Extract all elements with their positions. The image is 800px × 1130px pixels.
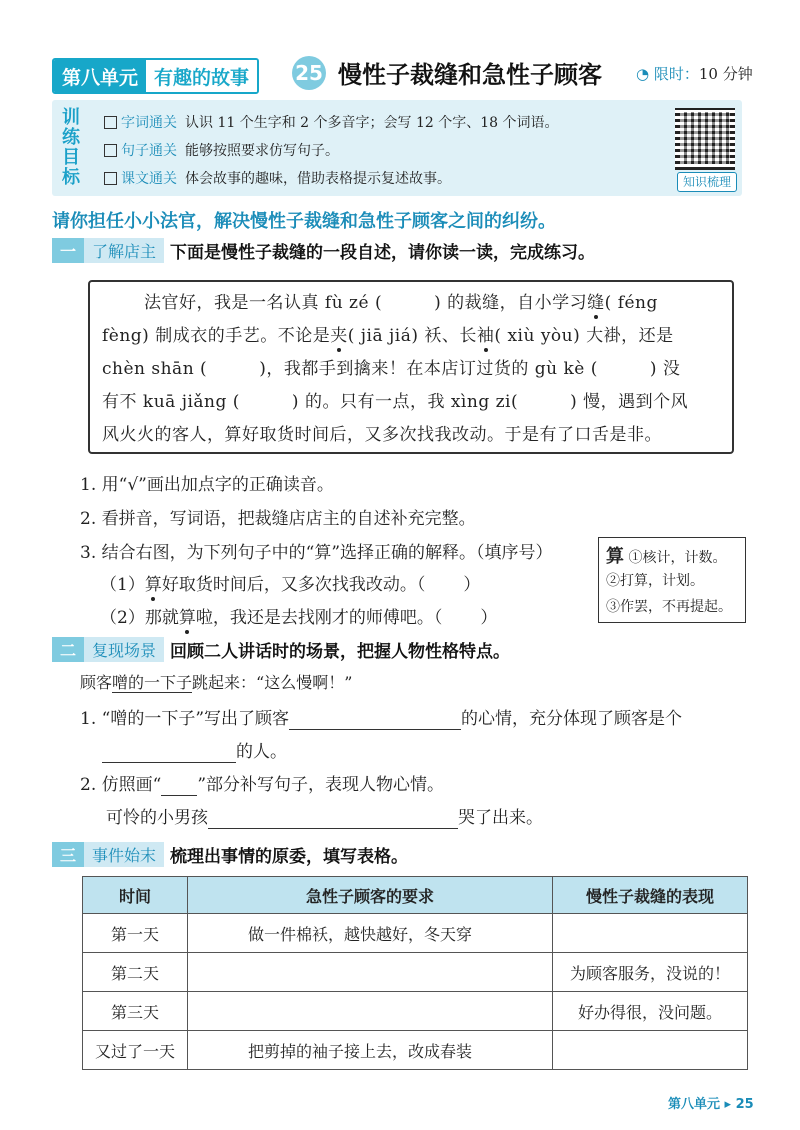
lesson-title: 慢性子裁缝和急性子顾客 [338, 61, 602, 89]
goal-item [104, 112, 559, 132]
table-cell-blank[interactable] [553, 914, 748, 953]
unit-theme: 有趣的故事 [146, 60, 257, 92]
section-instruction: 梳理出事情的原委，填写表格。 [170, 846, 409, 867]
goal-name: 字词通关 [121, 115, 177, 131]
table-row [83, 1031, 748, 1070]
clock-icon: ◔ [636, 65, 650, 83]
section-instruction: 回顾二人讲话时的场景，把握人物性格特点。 [170, 641, 511, 662]
quote-sentence: 顾客噌的一下子跳起来：“这么慢啊！” [80, 673, 353, 692]
unit-tag [52, 58, 259, 94]
goals-label: 训练目标 [62, 107, 80, 188]
goal-item [104, 168, 451, 188]
question-2-2-sentence: 可怜的小男孩 哭了出来。 [106, 808, 543, 828]
table-cell: 做一件棉袄，越快越好，冬天穿 [188, 914, 553, 953]
answer-blank[interactable] [289, 709, 461, 730]
table-cell: 为顾客服务，没说的！ [553, 953, 748, 992]
table-cell: 把剪掉的袖子接上去，改成春装 [188, 1031, 553, 1070]
table-cell: 又过了一天 [83, 1031, 188, 1070]
goal-text: 体会故事的趣味，借助表格提示复述故事。 [185, 171, 451, 187]
table-cell: 好办得很，没问题。 [553, 992, 748, 1031]
section-number: 三 [52, 842, 84, 867]
checkbox-icon [104, 144, 117, 157]
question-2-2: 2. 仿照画“ ”部分补写句子，表现人物心情。 [80, 775, 445, 795]
underlined-phrase: 噌的一下子 [112, 673, 193, 692]
suan-line [606, 542, 726, 568]
table-cell-blank[interactable] [553, 1031, 748, 1070]
section-3-heading [52, 842, 408, 866]
suan-def-2: ②打算，计划。 [606, 573, 704, 589]
section-number: 二 [52, 637, 84, 662]
question-3-1: （1）算好取货时间后，又多次找我改动。（ ） [100, 575, 481, 595]
time-value: 10 分钟 [698, 65, 753, 83]
lesson-number: 25 [292, 56, 326, 90]
section-tag: 了解店主 [84, 238, 164, 263]
suan-char: 算 [606, 546, 624, 567]
qr-label: 知识梳理 [677, 172, 737, 192]
question-3-2: （2）那就算啦，我还是去找刚才的师傅吧。（ ） [100, 608, 498, 628]
passage-line: fèng) 制成衣的手艺。不论是夹( jiā jiá) 袄、长袖( xiù yòu) 大褂，还是 [102, 326, 674, 346]
goal-text: 能够按照要求仿写句子。 [185, 143, 339, 159]
suan-def-3: ③作罢，不再提起。 [606, 599, 732, 615]
goal-name: 句子通关 [121, 143, 177, 159]
section-tag: 事件始末 [84, 842, 164, 867]
table-cell: 第三天 [83, 992, 188, 1031]
unit-label: 第八单元 [54, 60, 146, 92]
question-1: 1. 用“√”画出加点字的正确读音。 [80, 475, 334, 495]
answer-blank[interactable] [208, 808, 458, 829]
table-cell-blank[interactable] [188, 953, 553, 992]
table-cell: 第二天 [83, 953, 188, 992]
checkbox-icon [104, 116, 117, 129]
table-cell: 第一天 [83, 914, 188, 953]
passage-line: chèn shān ( )，我都手到擒来！在本店订过货的 gù kè ( ) 没 [102, 359, 681, 379]
suan-def-1: ①核计，计数。 [628, 550, 727, 566]
question-2-1-cont: 的人。 [102, 737, 287, 763]
goal-item [104, 140, 339, 160]
answer-blank[interactable] [102, 742, 236, 763]
table-header: 时间 [83, 877, 188, 914]
checkbox-icon [104, 172, 117, 185]
section-tag: 复现场景 [84, 637, 164, 662]
event-table [82, 876, 748, 1070]
table-header-row [83, 877, 748, 914]
time-label: 限时： [653, 65, 699, 83]
table-row [83, 953, 748, 992]
task-prompt: 请你担任小小法官，解决慢性子裁缝和急性子顾客之间的纠纷。 [52, 211, 556, 232]
section-2-heading [52, 637, 510, 661]
section-number: 一 [52, 238, 84, 263]
table-row [83, 992, 748, 1031]
table-header: 慢性子裁缝的表现 [553, 877, 748, 914]
passage-line: 风火火的客人，算好取货时间后，又多次找我改动。于是有了口舌是非。 [102, 425, 662, 445]
qr-pattern [680, 112, 730, 164]
question-2: 2. 看拼音，写词语，把裁缝店店主的自述补充完整。 [80, 509, 476, 529]
goal-text: 认识 11 个生字和 2 个多音字；会写 12 个字、18 个词语。 [185, 115, 559, 131]
passage-line: 法官好，我是一名认真 fù zé ( ) 的裁缝，自小学习缝( féng [144, 293, 658, 313]
question-2-1: 1. “噌的一下子”写出了顾客 的心情，充分体现了顾客是个 [80, 709, 683, 729]
passage-line: 有不 kuā jiǎng ( ) 的。只有一点，我 xìng zi( ) 慢，遇到个风 [102, 392, 689, 412]
question-3: 3. 结合右图，为下列句子中的“算”选择正确的解释。（填序号） [80, 543, 553, 563]
section-instruction: 下面是慢性子裁缝的一段自述，请你读一读，完成练习。 [170, 242, 596, 263]
section-1-heading [52, 238, 595, 262]
goal-name: 课文通关 [121, 171, 177, 187]
table-cell-blank[interactable] [188, 992, 553, 1031]
time-limit [636, 63, 753, 84]
table-row [83, 914, 748, 953]
page-footer: 第八单元 ▸ 25 [668, 1097, 754, 1112]
table-header: 急性子顾客的要求 [188, 877, 553, 914]
